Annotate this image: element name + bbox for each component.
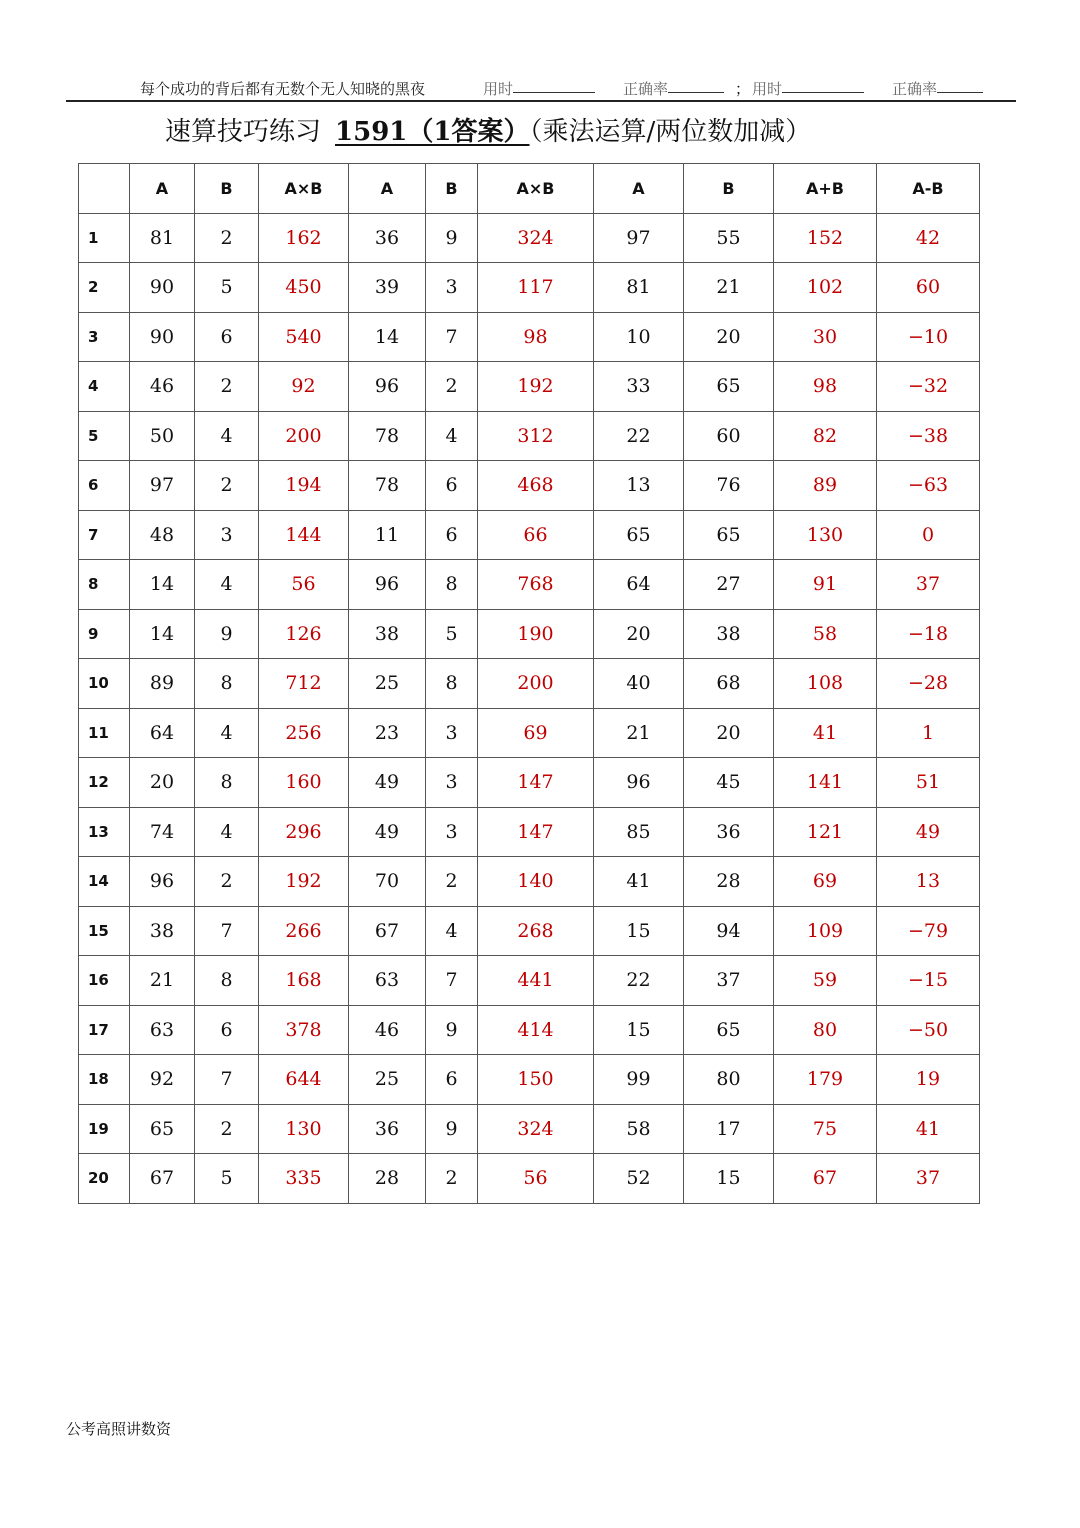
operand-cell: 4 bbox=[426, 411, 478, 461]
row-number: 2 bbox=[79, 263, 130, 313]
operand-cell: 8 bbox=[195, 758, 259, 808]
answer-cell: 256 bbox=[259, 708, 349, 758]
operand-cell: 6 bbox=[195, 312, 259, 362]
accuracy-label-1: 正确率 bbox=[623, 80, 669, 98]
answer-cell: 147 bbox=[478, 758, 594, 808]
operand-cell: 14 bbox=[349, 312, 426, 362]
table-row bbox=[79, 956, 980, 1006]
table-row bbox=[79, 1055, 980, 1105]
operand-cell: 2 bbox=[195, 1104, 259, 1154]
answer-cell: 296 bbox=[259, 807, 349, 857]
operand-cell: 58 bbox=[594, 1104, 684, 1154]
operand-cell: 5 bbox=[426, 609, 478, 659]
operand-cell: 65 bbox=[594, 510, 684, 560]
operand-cell: 7 bbox=[195, 906, 259, 956]
operand-cell: 46 bbox=[349, 1005, 426, 1055]
operand-cell: 6 bbox=[426, 1055, 478, 1105]
operand-cell: 3 bbox=[426, 708, 478, 758]
answer-cell: 141 bbox=[774, 758, 877, 808]
operand-cell: 40 bbox=[594, 659, 684, 709]
table-row bbox=[79, 312, 980, 362]
answer-cell: 192 bbox=[478, 362, 594, 412]
table-row bbox=[79, 510, 980, 560]
operand-cell: 8 bbox=[195, 956, 259, 1006]
time-blank-2 bbox=[782, 80, 864, 93]
answer-cell: 121 bbox=[774, 807, 877, 857]
row-number: 6 bbox=[79, 461, 130, 511]
answer-cell: 192 bbox=[259, 857, 349, 907]
operand-cell: 50 bbox=[130, 411, 195, 461]
operand-cell: 28 bbox=[684, 857, 774, 907]
time-field-1 bbox=[483, 78, 513, 99]
operand-cell: 65 bbox=[684, 510, 774, 560]
operand-cell: 21 bbox=[684, 263, 774, 313]
operand-cell: 65 bbox=[130, 1104, 195, 1154]
operand-cell: 7 bbox=[426, 956, 478, 1006]
answer-cell: 150 bbox=[478, 1055, 594, 1105]
operand-cell: 85 bbox=[594, 807, 684, 857]
answer-cell: 98 bbox=[478, 312, 594, 362]
answer-cell: 58 bbox=[774, 609, 877, 659]
table-row bbox=[79, 560, 980, 610]
operand-cell: 3 bbox=[195, 510, 259, 560]
answer-cell: 450 bbox=[259, 263, 349, 313]
column-header: B bbox=[684, 164, 774, 214]
row-number: 9 bbox=[79, 609, 130, 659]
answer-cell: 468 bbox=[478, 461, 594, 511]
operand-cell: 22 bbox=[594, 411, 684, 461]
operand-cell: 28 bbox=[349, 1154, 426, 1204]
answer-cell: 69 bbox=[478, 708, 594, 758]
operand-cell: 90 bbox=[130, 263, 195, 313]
answer-cell: −15 bbox=[877, 956, 980, 1006]
answer-cell: 1 bbox=[877, 708, 980, 758]
operand-cell: 38 bbox=[349, 609, 426, 659]
answer-cell: 414 bbox=[478, 1005, 594, 1055]
operand-cell: 4 bbox=[195, 807, 259, 857]
operand-cell: 9 bbox=[426, 1104, 478, 1154]
answer-cell: 19 bbox=[877, 1055, 980, 1105]
separator: ； bbox=[735, 80, 751, 98]
answer-cell: 130 bbox=[774, 510, 877, 560]
operand-cell: 80 bbox=[684, 1055, 774, 1105]
answer-cell: 147 bbox=[478, 807, 594, 857]
row-number: 20 bbox=[79, 1154, 130, 1204]
answer-cell: 82 bbox=[774, 411, 877, 461]
operand-cell: 74 bbox=[130, 807, 195, 857]
table-row bbox=[79, 461, 980, 511]
operand-cell: 52 bbox=[594, 1154, 684, 1204]
row-number: 12 bbox=[79, 758, 130, 808]
answer-cell: 162 bbox=[259, 213, 349, 263]
page-title bbox=[165, 111, 811, 148]
table-row bbox=[79, 807, 980, 857]
answer-cell: 59 bbox=[774, 956, 877, 1006]
operand-cell: 97 bbox=[130, 461, 195, 511]
operand-cell: 15 bbox=[684, 1154, 774, 1204]
answer-cell: 335 bbox=[259, 1154, 349, 1204]
operand-cell: 5 bbox=[195, 263, 259, 313]
operand-cell: 4 bbox=[195, 411, 259, 461]
operand-cell: 2 bbox=[195, 213, 259, 263]
operand-cell: 41 bbox=[594, 857, 684, 907]
answer-cell: 41 bbox=[877, 1104, 980, 1154]
operand-cell: 81 bbox=[130, 213, 195, 263]
operand-cell: 2 bbox=[195, 461, 259, 511]
row-number: 5 bbox=[79, 411, 130, 461]
row-number: 4 bbox=[79, 362, 130, 412]
operand-cell: 78 bbox=[349, 411, 426, 461]
answer-cell: 126 bbox=[259, 609, 349, 659]
answer-cell: 200 bbox=[259, 411, 349, 461]
answer-cell: 644 bbox=[259, 1055, 349, 1105]
accuracy-blank-2 bbox=[937, 80, 983, 93]
operand-cell: 3 bbox=[426, 263, 478, 313]
operand-cell: 48 bbox=[130, 510, 195, 560]
operand-cell: 20 bbox=[684, 708, 774, 758]
answer-cell: 51 bbox=[877, 758, 980, 808]
operand-cell: 36 bbox=[349, 1104, 426, 1154]
operand-cell: 65 bbox=[684, 1005, 774, 1055]
answer-cell: 140 bbox=[478, 857, 594, 907]
operand-cell: 76 bbox=[684, 461, 774, 511]
operand-cell: 27 bbox=[684, 560, 774, 610]
operand-cell: 94 bbox=[684, 906, 774, 956]
operand-cell: 6 bbox=[195, 1005, 259, 1055]
operand-cell: 10 bbox=[594, 312, 684, 362]
row-number: 13 bbox=[79, 807, 130, 857]
answer-cell: 168 bbox=[259, 956, 349, 1006]
answer-cell: 0 bbox=[877, 510, 980, 560]
operand-cell: 97 bbox=[594, 213, 684, 263]
operand-cell: 2 bbox=[426, 857, 478, 907]
answer-cell: −63 bbox=[877, 461, 980, 511]
table-row bbox=[79, 758, 980, 808]
answer-cell: 37 bbox=[877, 560, 980, 610]
answer-cell: −50 bbox=[877, 1005, 980, 1055]
column-header: A×B bbox=[259, 164, 349, 214]
answer-cell: 89 bbox=[774, 461, 877, 511]
accuracy-field-1 bbox=[623, 78, 668, 99]
operand-cell: 8 bbox=[426, 659, 478, 709]
accuracy-blank-1 bbox=[668, 80, 724, 93]
operand-cell: 13 bbox=[594, 461, 684, 511]
answer-cell: 179 bbox=[774, 1055, 877, 1105]
operand-cell: 6 bbox=[426, 510, 478, 560]
operand-cell: 3 bbox=[426, 807, 478, 857]
corner-cell bbox=[79, 164, 130, 214]
answer-cell: 80 bbox=[774, 1005, 877, 1055]
operand-cell: 22 bbox=[594, 956, 684, 1006]
table-row bbox=[79, 411, 980, 461]
answer-cell: 60 bbox=[877, 263, 980, 313]
table-row bbox=[79, 213, 980, 263]
row-number: 1 bbox=[79, 213, 130, 263]
answer-cell: 266 bbox=[259, 906, 349, 956]
header-row bbox=[79, 164, 980, 214]
row-number: 7 bbox=[79, 510, 130, 560]
operand-cell: 68 bbox=[684, 659, 774, 709]
operand-cell: 70 bbox=[349, 857, 426, 907]
answer-cell: 56 bbox=[478, 1154, 594, 1204]
row-number: 14 bbox=[79, 857, 130, 907]
answer-cell: 98 bbox=[774, 362, 877, 412]
answer-cell: 49 bbox=[877, 807, 980, 857]
answer-cell: 324 bbox=[478, 1104, 594, 1154]
operand-cell: 25 bbox=[349, 1055, 426, 1105]
operand-cell: 96 bbox=[594, 758, 684, 808]
operand-cell: 49 bbox=[349, 807, 426, 857]
table-body bbox=[79, 213, 980, 1203]
operand-cell: 20 bbox=[594, 609, 684, 659]
answer-cell: −32 bbox=[877, 362, 980, 412]
accuracy-label-2: 正确率 bbox=[892, 80, 938, 98]
operand-cell: 46 bbox=[130, 362, 195, 412]
operand-cell: 36 bbox=[684, 807, 774, 857]
operand-cell: 6 bbox=[426, 461, 478, 511]
time-blank-1 bbox=[513, 80, 595, 93]
answer-cell: 200 bbox=[478, 659, 594, 709]
row-number: 17 bbox=[79, 1005, 130, 1055]
operand-cell: 4 bbox=[195, 708, 259, 758]
operand-cell: 15 bbox=[594, 1005, 684, 1055]
operand-cell: 11 bbox=[349, 510, 426, 560]
answer-cell: 109 bbox=[774, 906, 877, 956]
operand-cell: 45 bbox=[684, 758, 774, 808]
time-label-2: 用时 bbox=[752, 80, 783, 98]
operand-cell: 14 bbox=[130, 560, 195, 610]
column-header: A+B bbox=[774, 164, 877, 214]
answer-cell: 190 bbox=[478, 609, 594, 659]
column-header: B bbox=[426, 164, 478, 214]
operand-cell: 39 bbox=[349, 263, 426, 313]
operand-cell: 38 bbox=[684, 609, 774, 659]
page-header bbox=[66, 76, 1016, 102]
table-row bbox=[79, 263, 980, 313]
answer-cell: 66 bbox=[478, 510, 594, 560]
operand-cell: 9 bbox=[426, 213, 478, 263]
operand-cell: 9 bbox=[426, 1005, 478, 1055]
answer-cell: 268 bbox=[478, 906, 594, 956]
operand-cell: 90 bbox=[130, 312, 195, 362]
table-row bbox=[79, 362, 980, 412]
answer-cell: 37 bbox=[877, 1154, 980, 1204]
answer-cell: 69 bbox=[774, 857, 877, 907]
answer-cell: 194 bbox=[259, 461, 349, 511]
operand-cell: 4 bbox=[426, 906, 478, 956]
table-row bbox=[79, 1154, 980, 1204]
operand-cell: 2 bbox=[426, 1154, 478, 1204]
answer-cell: 378 bbox=[259, 1005, 349, 1055]
operand-cell: 8 bbox=[195, 659, 259, 709]
answer-cell: −38 bbox=[877, 411, 980, 461]
operand-cell: 20 bbox=[130, 758, 195, 808]
table-row bbox=[79, 659, 980, 709]
answer-cell: −10 bbox=[877, 312, 980, 362]
answer-cell: 160 bbox=[259, 758, 349, 808]
operand-cell: 67 bbox=[349, 906, 426, 956]
operand-cell: 5 bbox=[195, 1154, 259, 1204]
operand-cell: 64 bbox=[130, 708, 195, 758]
answer-cell: −28 bbox=[877, 659, 980, 709]
answer-cell: 108 bbox=[774, 659, 877, 709]
operand-cell: 21 bbox=[594, 708, 684, 758]
answer-cell: 13 bbox=[877, 857, 980, 907]
operand-cell: 37 bbox=[684, 956, 774, 1006]
answer-cell: 152 bbox=[774, 213, 877, 263]
answer-cell: 75 bbox=[774, 1104, 877, 1154]
row-number: 18 bbox=[79, 1055, 130, 1105]
operand-cell: 23 bbox=[349, 708, 426, 758]
table-row bbox=[79, 906, 980, 956]
operand-cell: 55 bbox=[684, 213, 774, 263]
time-field-2 bbox=[752, 78, 782, 99]
exercise-table bbox=[78, 163, 980, 1204]
operand-cell: 99 bbox=[594, 1055, 684, 1105]
row-number: 16 bbox=[79, 956, 130, 1006]
operand-cell: 36 bbox=[349, 213, 426, 263]
operand-cell: 21 bbox=[130, 956, 195, 1006]
answer-cell: −18 bbox=[877, 609, 980, 659]
title-subtitle: （乘法运算/两位数加减） bbox=[529, 117, 812, 147]
operand-cell: 14 bbox=[130, 609, 195, 659]
operand-cell: 60 bbox=[684, 411, 774, 461]
operand-cell: 78 bbox=[349, 461, 426, 511]
operand-cell: 2 bbox=[195, 362, 259, 412]
table-row bbox=[79, 1005, 980, 1055]
table-row bbox=[79, 857, 980, 907]
column-header: A bbox=[130, 164, 195, 214]
operand-cell: 2 bbox=[195, 857, 259, 907]
answer-cell: 42 bbox=[877, 213, 980, 263]
row-number: 3 bbox=[79, 312, 130, 362]
operand-cell: 67 bbox=[130, 1154, 195, 1204]
column-header: A bbox=[594, 164, 684, 214]
operand-cell: 20 bbox=[684, 312, 774, 362]
title-number: 1591（1答案） bbox=[335, 117, 530, 147]
operand-cell: 63 bbox=[130, 1005, 195, 1055]
row-number: 19 bbox=[79, 1104, 130, 1154]
answer-cell: 540 bbox=[259, 312, 349, 362]
answer-cell: 324 bbox=[478, 213, 594, 263]
table-row bbox=[79, 708, 980, 758]
operand-cell: 38 bbox=[130, 906, 195, 956]
time-label-1: 用时 bbox=[483, 80, 514, 98]
row-number: 15 bbox=[79, 906, 130, 956]
column-header: A×B bbox=[478, 164, 594, 214]
column-header: A bbox=[349, 164, 426, 214]
operand-cell: 49 bbox=[349, 758, 426, 808]
operand-cell: 17 bbox=[684, 1104, 774, 1154]
answer-cell: 130 bbox=[259, 1104, 349, 1154]
operand-cell: 65 bbox=[684, 362, 774, 412]
answer-cell: 117 bbox=[478, 263, 594, 313]
accuracy-field-2 bbox=[892, 78, 937, 99]
table-row bbox=[79, 609, 980, 659]
motto-text: 每个成功的背后都有无数个无人知晓的黑夜 bbox=[140, 80, 426, 98]
answer-cell: 712 bbox=[259, 659, 349, 709]
operand-cell: 81 bbox=[594, 263, 684, 313]
answer-cell: 56 bbox=[259, 560, 349, 610]
row-number: 10 bbox=[79, 659, 130, 709]
operand-cell: 8 bbox=[426, 560, 478, 610]
operand-cell: 4 bbox=[195, 560, 259, 610]
operand-cell: 25 bbox=[349, 659, 426, 709]
operand-cell: 96 bbox=[349, 362, 426, 412]
answer-cell: 768 bbox=[478, 560, 594, 610]
operand-cell: 7 bbox=[195, 1055, 259, 1105]
operand-cell: 63 bbox=[349, 956, 426, 1006]
answer-cell: 30 bbox=[774, 312, 877, 362]
operand-cell: 64 bbox=[594, 560, 684, 610]
operand-cell: 15 bbox=[594, 906, 684, 956]
operand-cell: 3 bbox=[426, 758, 478, 808]
row-number: 11 bbox=[79, 708, 130, 758]
footer-text: 公考高照讲数资 bbox=[66, 1420, 172, 1438]
operand-cell: 96 bbox=[349, 560, 426, 610]
operand-cell: 7 bbox=[426, 312, 478, 362]
table-row bbox=[79, 1104, 980, 1154]
row-number: 8 bbox=[79, 560, 130, 610]
operand-cell: 9 bbox=[195, 609, 259, 659]
title-main: 速算技巧练习 bbox=[165, 117, 322, 147]
answer-cell: 92 bbox=[259, 362, 349, 412]
operand-cell: 92 bbox=[130, 1055, 195, 1105]
answer-cell: −79 bbox=[877, 906, 980, 956]
answer-cell: 67 bbox=[774, 1154, 877, 1204]
answer-cell: 102 bbox=[774, 263, 877, 313]
operand-cell: 33 bbox=[594, 362, 684, 412]
answer-cell: 144 bbox=[259, 510, 349, 560]
column-header: A-B bbox=[877, 164, 980, 214]
answer-cell: 41 bbox=[774, 708, 877, 758]
answer-cell: 91 bbox=[774, 560, 877, 610]
column-header: B bbox=[195, 164, 259, 214]
operand-cell: 89 bbox=[130, 659, 195, 709]
operand-cell: 96 bbox=[130, 857, 195, 907]
answer-cell: 312 bbox=[478, 411, 594, 461]
operand-cell: 2 bbox=[426, 362, 478, 412]
answer-cell: 441 bbox=[478, 956, 594, 1006]
